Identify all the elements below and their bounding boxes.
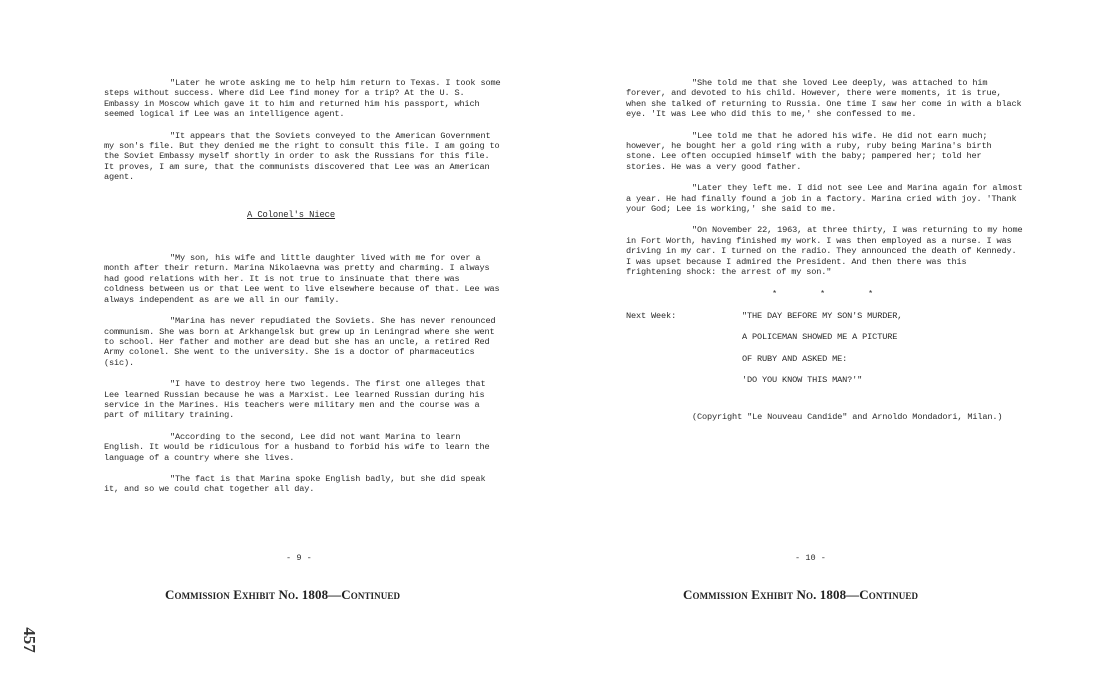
star: * [820, 288, 826, 299]
paragraph: "Lee told me that he adored his wife. He did not earn much; however, he bought her a gold ring with a ruby, ruby being Marina's birth stone. Lee often occupied himself with the baby; pampered her; told her stories. He was a very good father. [626, 130, 992, 172]
left-text-column [104, 78, 504, 506]
next-week-label: Next Week: [626, 310, 677, 321]
paragraph: "It appears that the Soviets conveyed to the American Government my son's file. But they denied me the right to consult this file. I am going to the Soviet Embassy myself shortly in order to ask the Russians for this file. It proves, I am sure, that the communists discovered that Lee was an American agent. [104, 130, 500, 183]
paragraph: "On November 22, 1963, at three thirty, I was returning to my home in Fort Worth, having finished my work. I was then employed as a nurse. I was driving in my car. I turned on the radio. They announced the death of Kennedy. I was upset because I admired the President. And then there was this frightening shock: the arrest of my son." [626, 225, 1023, 278]
next-week-teaser [626, 311, 1026, 411]
headline-line: A POLICEMAN SHOWED ME A PICTURE [742, 332, 898, 343]
right-page [547, 0, 1094, 691]
spacer [104, 237, 504, 253]
paragraph: "My son, his wife and little daughter lived with me for over a month after their return. Marina Nikolaevna was pretty and charming. I always had good relations with her. It is not true to insinuate that there was coldness between us or that Lee went to live elsewhere because of that. Lee was always independent as are we all in our family. [104, 253, 500, 305]
exhibit-caption: Commission Exhibit No. 1808—Continued [683, 587, 919, 602]
headline-line: OF RUBY AND ASKED ME: [742, 353, 848, 364]
paragraph: "She told me that she loved Lee deeply, was attached to him forever, and devoted to his child. However, there were moments, it is true, when she talked of returning to Russia. One time I saw her come in with a black eye. 'It was Lee who did this to me,' she confessed to me. [626, 78, 1022, 120]
section-divider-stars [626, 289, 1026, 299]
headline-line: 'DO YOU KNOW THIS MAN?'" [742, 375, 863, 386]
page-number: - 9 - [286, 553, 312, 563]
star: * [772, 288, 778, 299]
paragraph: "Marina has never repudiated the Soviets. She has never renounced communism. She was born at Arkhangelsk but grew up in Leningrad where she went to school. Her father and mother are dead but she has an uncle, a retired Red Army colonel. She went to the university. She is a doctor of pharmaceutics (sic). [104, 316, 496, 368]
paragraph: "According to the second, Lee did not want Marina to learn English. It would be ridiculous for a husband to forbid his wife to learn the language of a country where she lives. [104, 431, 490, 463]
spacer [104, 194, 504, 210]
star: * [868, 288, 874, 299]
right-text-column [626, 78, 1026, 422]
paragraph: "Later he wrote asking me to help him return to Texas. I took some steps without success. Where did Lee find money for a trip? At the U. S. Embassy in Moscow which gave it to him and returned him his passport, which seemed logical if Lee was an intelligence agent. [104, 78, 501, 120]
page-number: - 10 - [795, 553, 826, 563]
section-heading: A Colonel's Niece [247, 209, 336, 220]
next-week-headline [742, 311, 902, 397]
margin-page-number: 457 [19, 627, 39, 653]
exhibit-caption: Commission Exhibit No. 1808—Continued [165, 587, 401, 602]
paragraph: "Later they left me. I did not see Lee and Marina again for almost a year. He had finally found a job in a factory. Marina cried with joy. 'Thank your God; Lee is working,' she said to me. [626, 183, 1023, 215]
headline-line: "THE DAY BEFORE MY SON'S MURDER, [742, 310, 903, 321]
paragraph: "The fact is that Marina spoke English badly, but she did speak it, and so we could chat together all day. [104, 473, 486, 495]
paragraph: "I have to destroy here two legends. The first one alleges that Lee learned Russian because he was a Marxist. Lee learned Russian during his service in the Marines. His teachers were military men and the course was a part of military training. [104, 379, 486, 421]
copyright-notice: (Copyright "Le Nouveau Candide" and Arnoldo Mondadori, Milan.) [692, 412, 1003, 422]
